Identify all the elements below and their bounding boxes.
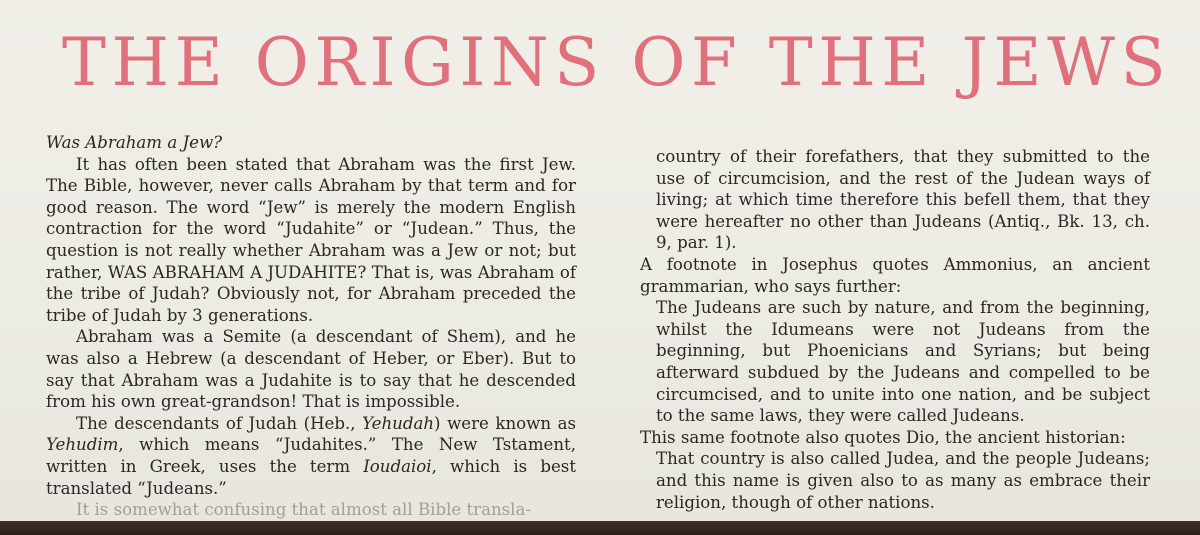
paragraph-descendants-of-judah xyxy=(46,413,576,499)
right-column xyxy=(640,146,1150,513)
text-run: , which means “Judahites.” The New Tstament, written in Greek, uses the term xyxy=(46,435,576,476)
article-title: THE ORIGINS OF THE JEWS xyxy=(62,24,1172,101)
paragraph-dio-footnote: This same footnote also quotes Dio, the ancient historian: xyxy=(640,427,1126,447)
left-column xyxy=(46,132,576,521)
section-subheading: Was Abraham a Jew? xyxy=(46,133,223,152)
quote-ammonius: The Judeans are such by nature, and from the beginning, whilst the Idumeans were not Judeans from the beginning, but Phoenicians and Syrians; but being afterward subdued by the Judeans and compelled to be circumcised, and to unite into one nation, and be subject to the same laws, they were called Judeans. xyxy=(656,298,1150,426)
table-edge xyxy=(0,521,1200,535)
italic-term-yehudah: Yehudah xyxy=(362,413,435,433)
paragraph-abraham-first-jew: It has often been stated that Abraham was the first Jew. The Bible, however, never calls Abraham by that term and for good reason. The word “Jew” is merely the modern English contraction for the word “Judahite” or “Judean.” Thus, the question is not really whether Abraham was a Jew or not; but rather, WAS ABRAHAM A JUDAHITE? That is, was Abraham of the tribe of Judah? Obviously not, for Abraham preceded the tribe of Judah by 3 generations. xyxy=(46,154,576,325)
text-run: The descendants of Judah (Heb., xyxy=(76,413,363,433)
text-run: , which is best translated “Judeans.” xyxy=(46,456,576,498)
paragraph-ammonius-footnote: A footnote in Josephus quotes Ammonius, an ancient grammarian, who says further: xyxy=(640,254,1150,296)
paragraph-partial-cutoff: It is somewhat confusing that almost all Bible transla- xyxy=(76,500,531,520)
quote-dio: That country is also called Judea, and the people Judeans; and this name is given also to as many as embrace their religion, though of other nations. xyxy=(656,449,1150,512)
italic-term-yehudim: Yehudim xyxy=(46,435,119,455)
quote-josephus-antiquities: country of their forefathers, that they submitted to the use of circumcision, and the rest of the Judean ways of living; at which time therefore this befell them, that they were hereafter no other than Judeans (Antiq., Bk. 13, ch. 9, par. 1). xyxy=(656,147,1150,253)
italic-term-ioudaioi: Ioudaioi xyxy=(363,456,432,476)
text-run: ) were known as xyxy=(434,413,576,433)
paragraph-abraham-semite: Abraham was a Semite (a descendant of Shem), and he was also a Hebrew (a descendant of Heber, or Eber). But to say that Abraham was a Judahite is to say that he descended from his own great-grandson! That is impossible. xyxy=(46,327,576,412)
